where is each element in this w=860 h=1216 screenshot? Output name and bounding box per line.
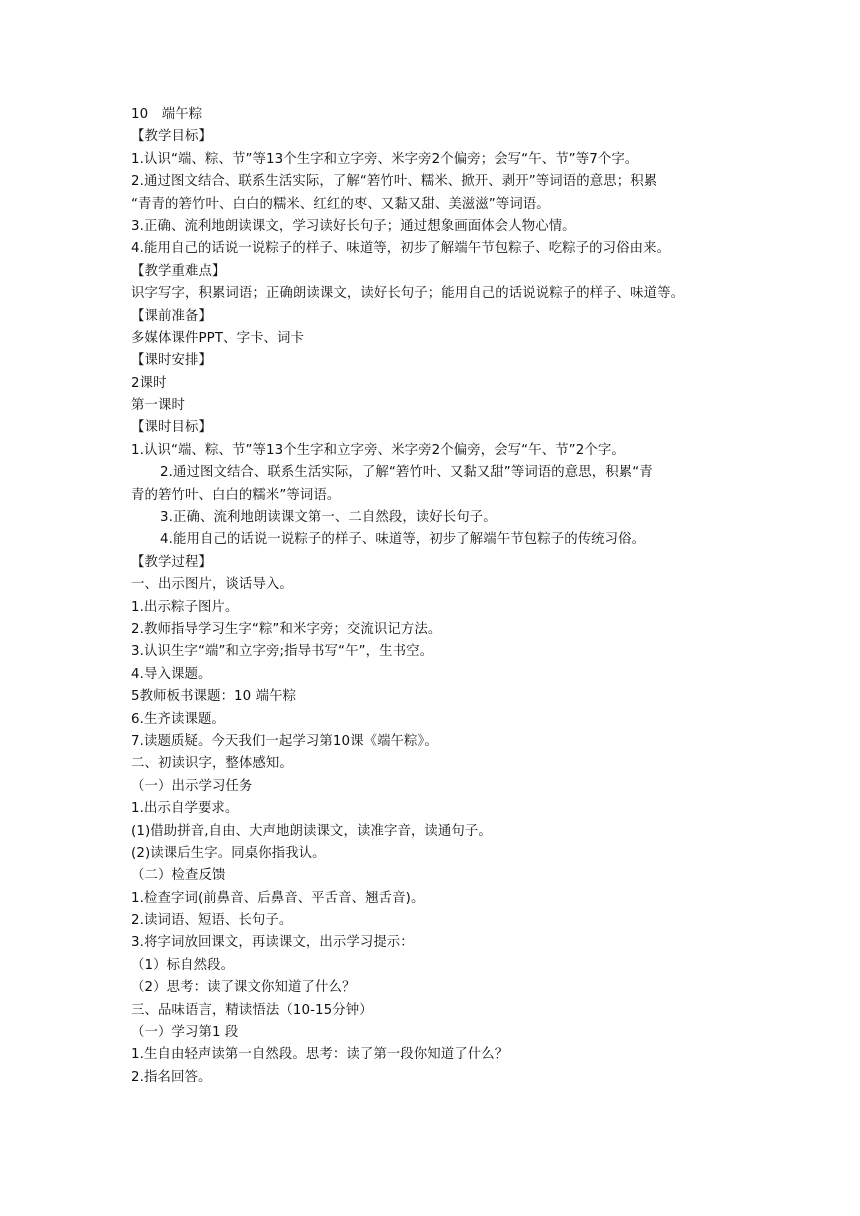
process-step: 2.读词语、短语、长句子。 xyxy=(131,913,293,929)
lesson-title: 10 端午粽 xyxy=(131,107,203,122)
process-step: 2.指名回答。 xyxy=(131,1069,212,1085)
process-substep: (2)读课后生字。同桌你指我认。 xyxy=(131,845,326,861)
goal-1: 1.认识“端、粽、节”等13个生字和立字旁、米字旁2个偏旁；会写“午、节”等7个字。 xyxy=(131,151,639,167)
process-substep: (1)借助拼音,自由、大声地朗读课文，读准字音，读通句子。 xyxy=(131,823,492,839)
period-goal-1: 1.认识“端、粽、节”等13个生字和立字旁、米字旁2个偏旁，会写“午、节”2个字。 xyxy=(131,442,625,458)
process-step: 6.生齐读课题。 xyxy=(131,711,225,727)
process-step: 5教师板书课题：10 端午粽 xyxy=(131,689,297,705)
process-step: 4.导入课题。 xyxy=(131,666,212,682)
section-heading-teaching-goals: 【教学目标】 xyxy=(131,129,212,145)
process-part-2: 二、初读识字，整体感知。 xyxy=(131,756,293,772)
goal-4: 4.能用自己的话说一说粽子的样子、味道等，初步了解端午节包粽子、吃粽子的习俗由来。 xyxy=(131,241,671,257)
section-heading-process: 【教学过程】 xyxy=(131,554,212,570)
goal-2-line-2: “青青的箬竹叶、白白的糯米、红红的枣、又黏又甜、美滋滋”等词语。 xyxy=(131,196,550,212)
preparation-text: 多媒体课件PPT、字卡、词卡 xyxy=(131,330,305,346)
process-step: 3.将字词放回课文，再读课文，出示学习提示： xyxy=(131,935,414,951)
subsection-heading: （一）学习第1 段 xyxy=(131,1025,239,1041)
process-step: 1.出示自学要求。 xyxy=(131,801,239,817)
process-step: 1.出示粽子图片。 xyxy=(131,599,239,615)
goal-3: 3.正确、流利地朗读课文，学习读好长句子；通过想象画面体会人物心情。 xyxy=(131,218,576,234)
process-substep: （1）标自然段。 xyxy=(131,957,235,973)
process-step: 1.生自由轻声读第一自然段。思考：读了第一段你知道了什么？ xyxy=(131,1047,509,1063)
process-substep: （2）思考：读了课文你知道了什么？ xyxy=(131,980,356,996)
period-goal-2-line-2: 青的箬竹叶、白白的糯米”等词语。 xyxy=(131,487,341,503)
section-heading-schedule: 【课时安排】 xyxy=(131,353,212,369)
section-heading-period-goals: 【课时目标】 xyxy=(131,420,212,436)
process-step: 2.教师指导学习生字“粽”和米字旁；交流识记方法。 xyxy=(131,621,442,637)
key-points-text: 识字写字，积累词语；正确朗读课文，读好长句子；能用自己的话说说粽子的样子、味道等。 xyxy=(131,286,685,302)
process-part-1: 一、出示图片，谈话导入。 xyxy=(131,577,293,593)
first-period-label: 第一课时 xyxy=(131,398,185,414)
subsection-heading: （一）出示学习任务 xyxy=(131,778,253,794)
section-heading-preparation: 【课前准备】 xyxy=(131,308,212,324)
document-page xyxy=(131,104,741,1089)
period-goal-2-line-1: 2.通过图文结合、联系生活实际，了解“箬竹叶、又黏又甜”等词语的意思，积累“青 xyxy=(160,465,653,481)
process-step: 3.认识生字“端”和立字旁;指导书写“午”，生书空。 xyxy=(131,644,434,660)
process-step: 7.读题质疑。今天我们一起学习第10课《端午粽》。 xyxy=(131,733,438,749)
schedule-text: 2课时 xyxy=(131,375,167,391)
section-heading-key-points: 【教学重难点】 xyxy=(131,263,226,279)
subsection-heading: （二）检查反馈 xyxy=(131,868,226,884)
process-step: 1.检查字词(前鼻音、后鼻音、平舌音、翘舌音)。 xyxy=(131,890,425,906)
period-goal-4: 4.能用自己的话说一说粽子的样子、味道等，初步了解端午节包粽子的传统习俗。 xyxy=(160,532,646,548)
goal-2-line-1: 2.通过图文结合、联系生活实际，了解“箬竹叶、糯米、掀开、剥开”等词语的意思；积累 xyxy=(131,174,658,190)
period-goal-3: 3.正确、流利地朗读课文第一、二自然段，读好长句子。 xyxy=(160,510,497,526)
process-part-3: 三、品味语言，精读悟法（10-15分钟） xyxy=(131,1002,373,1018)
